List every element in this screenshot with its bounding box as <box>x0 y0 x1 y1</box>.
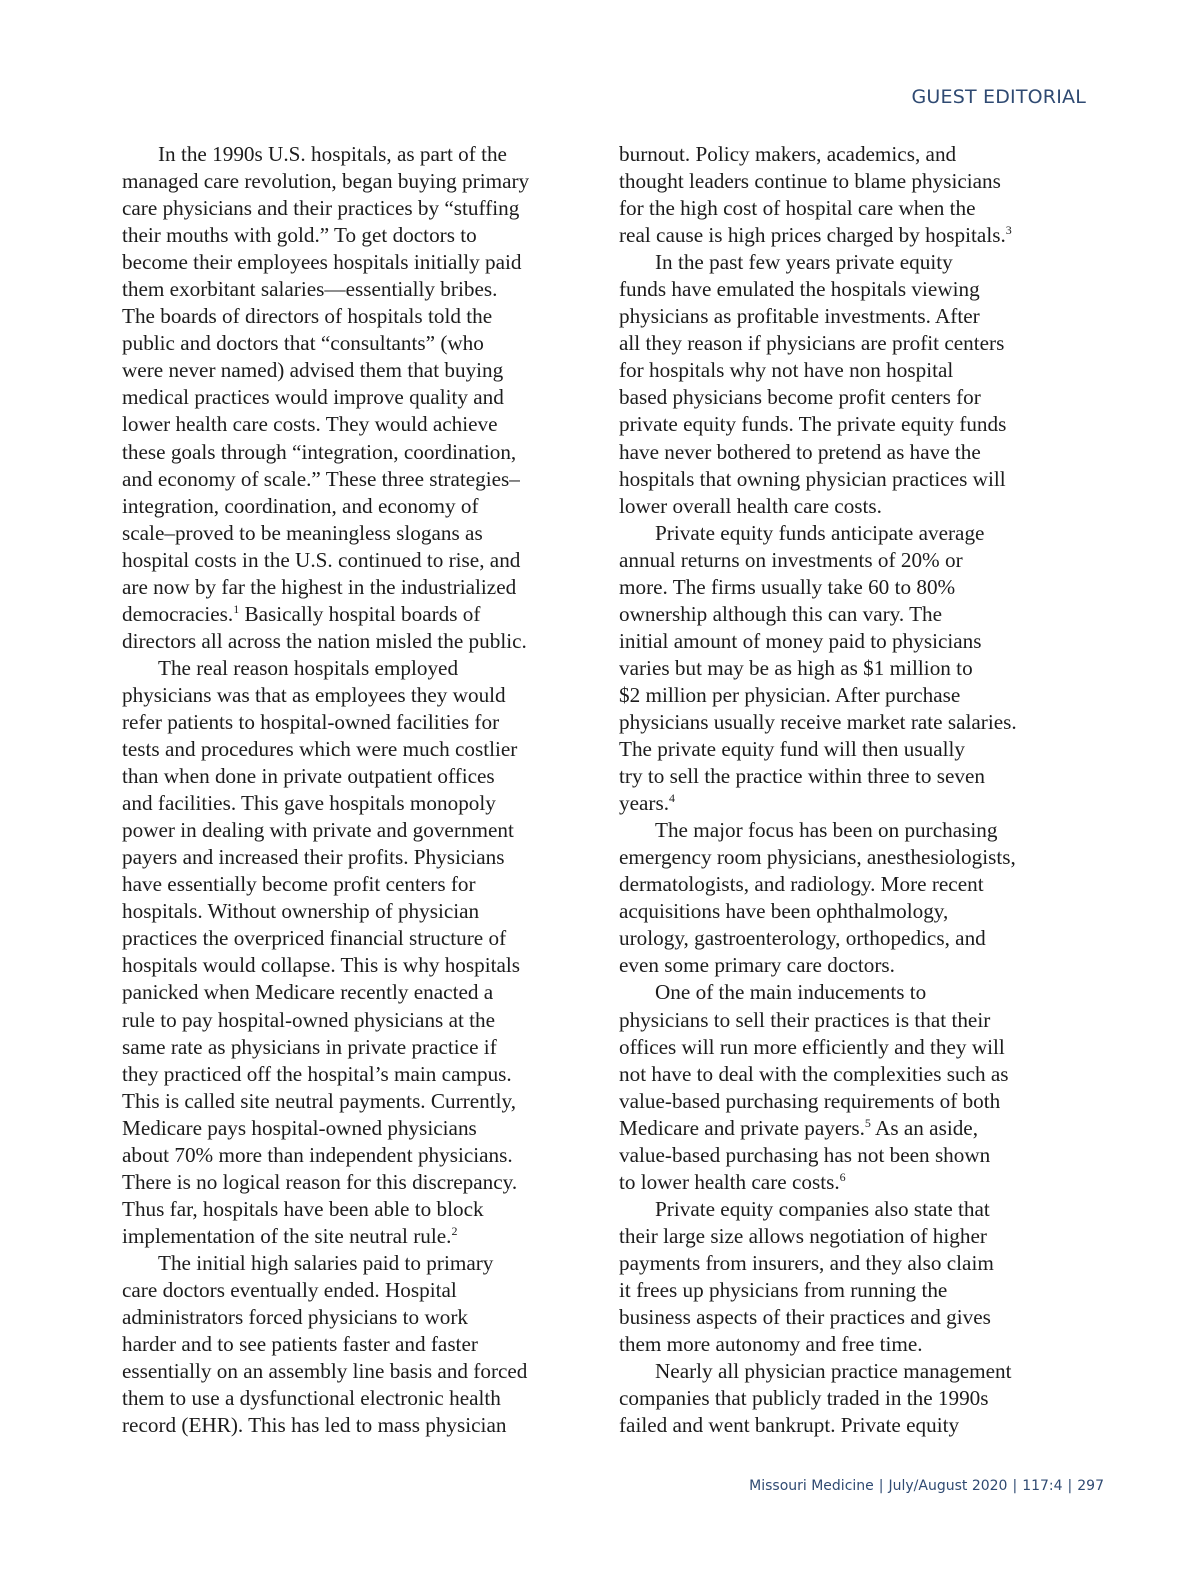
left-text-column <box>122 141 568 1439</box>
text-line: Medicare and private payers.$^5$ As an aside, <box>619 1115 979 1140</box>
journal-name: Missouri Medicine <box>749 1478 874 1494</box>
text-line: acquisitions have been ophthalmology, <box>619 899 949 924</box>
text-line: thought leaders continue to blame physicians <box>619 169 1001 194</box>
text-line: record (EHR). This has led to mass physician <box>122 1413 507 1438</box>
text-line: lower health care costs. They would achieve <box>122 412 498 437</box>
text-line: Private equity companies also state that <box>655 1196 990 1221</box>
text-line: The real reason hospitals employed <box>158 655 459 680</box>
text-line: The major focus has been on purchasing <box>655 818 998 843</box>
text-line: burnout. Policy makers, academics, and <box>619 142 957 166</box>
text-line: public and doctors that “consultants” (who <box>122 331 484 356</box>
text-line: $2 million per physician. After purchase <box>619 682 961 707</box>
text-line: essentially on an assembly line basis and forced <box>122 1359 528 1384</box>
text-line: have essentially become profit centers for <box>122 872 476 897</box>
page-number: 297 <box>1077 1478 1104 1494</box>
text-line: value-based purchasing has not been shown <box>619 1142 991 1167</box>
text-line: funds have emulated the hospitals viewing <box>619 277 980 302</box>
text-line: care doctors eventually ended. Hospital <box>122 1277 457 1302</box>
footnote-reference: 2 <box>451 1223 458 1238</box>
footnote-reference: 6 <box>839 1169 846 1184</box>
text-line: private equity funds. The private equity funds <box>619 412 1007 437</box>
text-line: tests and procedures which were much costlier <box>122 737 518 762</box>
text-line: The boards of directors of hospitals told the <box>122 304 493 329</box>
text-line: business aspects of their practices and gives <box>619 1305 991 1330</box>
text-line: payments from insurers, and they also claim <box>619 1250 994 1275</box>
section-label: GUEST EDITORIAL <box>911 86 1086 108</box>
footnote-reference: 5 <box>864 1115 871 1130</box>
text-line: Thus far, hospitals have been able to block <box>122 1196 484 1221</box>
page-footer <box>749 1478 1104 1494</box>
text-line: them more autonomy and free time. <box>619 1332 923 1357</box>
text-line: In the past few years private equity <box>655 250 953 275</box>
text-line: Medicare pays hospital-owned physicians <box>122 1115 477 1140</box>
right-text-column <box>619 141 1049 1439</box>
text-line: lower overall health care costs. <box>619 493 882 518</box>
text-line: practices the overpriced financial structure of <box>122 926 507 951</box>
text-line: more. The firms usually take 60 to 80% <box>619 574 956 599</box>
text-line: power in dealing with private and government <box>122 818 514 843</box>
text-line: all they reason if physicians are profit centers <box>619 331 1005 356</box>
text-line: hospitals would collapse. This is why hospitals <box>122 953 521 978</box>
text-line: and facilities. This gave hospitals monopoly <box>122 791 496 816</box>
text-line: hospitals. Without ownership of physician <box>122 899 480 924</box>
text-line: Nearly all physician practice management <box>655 1359 1012 1384</box>
text-line: try to sell the practice within three to seven <box>619 764 985 789</box>
text-line: them exorbitant salaries—essentially bribes. <box>122 277 498 302</box>
text-line: managed care revolution, began buying primary <box>122 169 530 194</box>
text-line: same rate as physicians in private practice if <box>122 1034 497 1059</box>
text-line: value-based purchasing requirements of both <box>619 1088 1001 1113</box>
text-line: annual returns on investments of 20% or <box>619 547 963 572</box>
text-line: to lower health care costs.$^6$ <box>619 1169 846 1194</box>
text-line: they practiced off the hospital’s main campus. <box>122 1061 512 1086</box>
text-line: In the 1990s U.S. hospitals, as part of the <box>158 142 507 166</box>
text-line: about 70% more than independent physicians. <box>122 1142 513 1167</box>
text-line: rule to pay hospital-owned physicians at the <box>122 1007 496 1032</box>
text-line: are now by far the highest in the industrialized <box>122 574 517 599</box>
text-line: ownership although this can vary. The <box>619 601 943 626</box>
text-line: these goals through “integration, coordination, <box>122 439 517 464</box>
text-line: implementation of the site neutral rule.$^2$ <box>122 1223 458 1248</box>
text-line: even some primary care doctors. <box>619 953 895 978</box>
text-line: them to use a dysfunctional electronic health <box>122 1386 501 1411</box>
text-line: based physicians become profit centers for <box>619 385 981 410</box>
text-line: One of the main inducements to <box>655 980 927 1005</box>
text-line: their large size allows negotiation of higher <box>619 1223 987 1248</box>
footer-separator: | <box>1067 1478 1073 1494</box>
text-line: harder and to see patients faster and faster <box>122 1332 478 1357</box>
text-line: physicians usually receive market rate salaries. <box>619 709 1017 734</box>
text-line: payers and increased their profits. Physicians <box>122 845 505 870</box>
text-line: were never named) advised them that buying <box>122 358 504 383</box>
text-line: care physicians and their practices by “stuffing <box>122 196 520 221</box>
text-line: become their employees hospitals initially paid <box>122 250 522 275</box>
text-line: panicked when Medicare recently enacted a <box>122 980 494 1005</box>
text-line: The private equity fund will then usually <box>619 737 965 762</box>
text-line: administrators forced physicians to work <box>122 1305 468 1330</box>
text-line: The initial high salaries paid to primary <box>158 1250 494 1275</box>
footnote-reference: 3 <box>1005 223 1012 238</box>
text-line: There is no logical reason for this discrepancy. <box>122 1169 518 1194</box>
text-line: have never bothered to pretend as have the <box>619 439 981 464</box>
text-line: integration, coordination, and economy of <box>122 493 479 518</box>
text-line: physicians to sell their practices is that their <box>619 1007 991 1032</box>
text-line: Private equity funds anticipate average <box>655 520 985 545</box>
text-line: dermatologists, and radiology. More recent <box>619 872 984 897</box>
text-line: physicians as profitable investments. After <box>619 304 980 329</box>
footer-separator: | <box>1012 1478 1018 1494</box>
text-line: for the high cost of hospital care when the <box>619 196 976 221</box>
text-line: hospitals that owning physician practices will <box>619 466 1006 491</box>
volume-issue: 117:4 <box>1022 1478 1063 1494</box>
text-line: physicians was that as employees they would <box>122 682 506 707</box>
text-line: refer patients to hospital-owned facilities for <box>122 709 500 734</box>
text-line: medical practices would improve quality and <box>122 385 504 410</box>
text-line: offices will run more efficiently and they will <box>619 1034 1005 1059</box>
text-line: real cause is high prices charged by hospitals.$^3$ <box>619 223 1012 248</box>
footnote-reference: 1 <box>233 601 240 616</box>
text-line: urology, gastroenterology, orthopedics, and <box>619 926 986 951</box>
text-line: failed and went bankrupt. Private equity <box>619 1413 960 1438</box>
text-line: companies that publicly traded in the 1990s <box>619 1386 989 1411</box>
footer-separator: | <box>878 1478 884 1494</box>
text-line: scale–proved to be meaningless slogans as <box>122 520 483 545</box>
text-line: democracies.$^1$ Basically hospital boards of <box>122 601 481 626</box>
text-line: years.$^4$ <box>619 791 675 816</box>
text-line: directors all across the nation misled the public. <box>122 628 527 653</box>
text-line: varies but may be as high as $1 million to <box>619 655 973 680</box>
text-line: for hospitals why not have non hospital <box>619 358 954 383</box>
text-line: and economy of scale.” These three strategies– <box>122 466 520 491</box>
text-line: hospital costs in the U.S. continued to rise, and <box>122 547 521 572</box>
text-line: initial amount of money paid to physicians <box>619 628 982 653</box>
text-line: their mouths with gold.” To get doctors to <box>122 223 477 248</box>
text-line: This is called site neutral payments. Currently, <box>122 1088 517 1113</box>
footnote-reference: 4 <box>669 791 675 806</box>
issue-date: July/August 2020 <box>888 1478 1008 1494</box>
text-line: emergency room physicians, anesthesiologists, <box>619 845 1016 870</box>
text-line: not have to deal with the complexities such as <box>619 1061 1009 1086</box>
text-line: than when done in private outpatient offices <box>122 764 495 789</box>
text-line: it frees up physicians from running the <box>619 1277 948 1302</box>
